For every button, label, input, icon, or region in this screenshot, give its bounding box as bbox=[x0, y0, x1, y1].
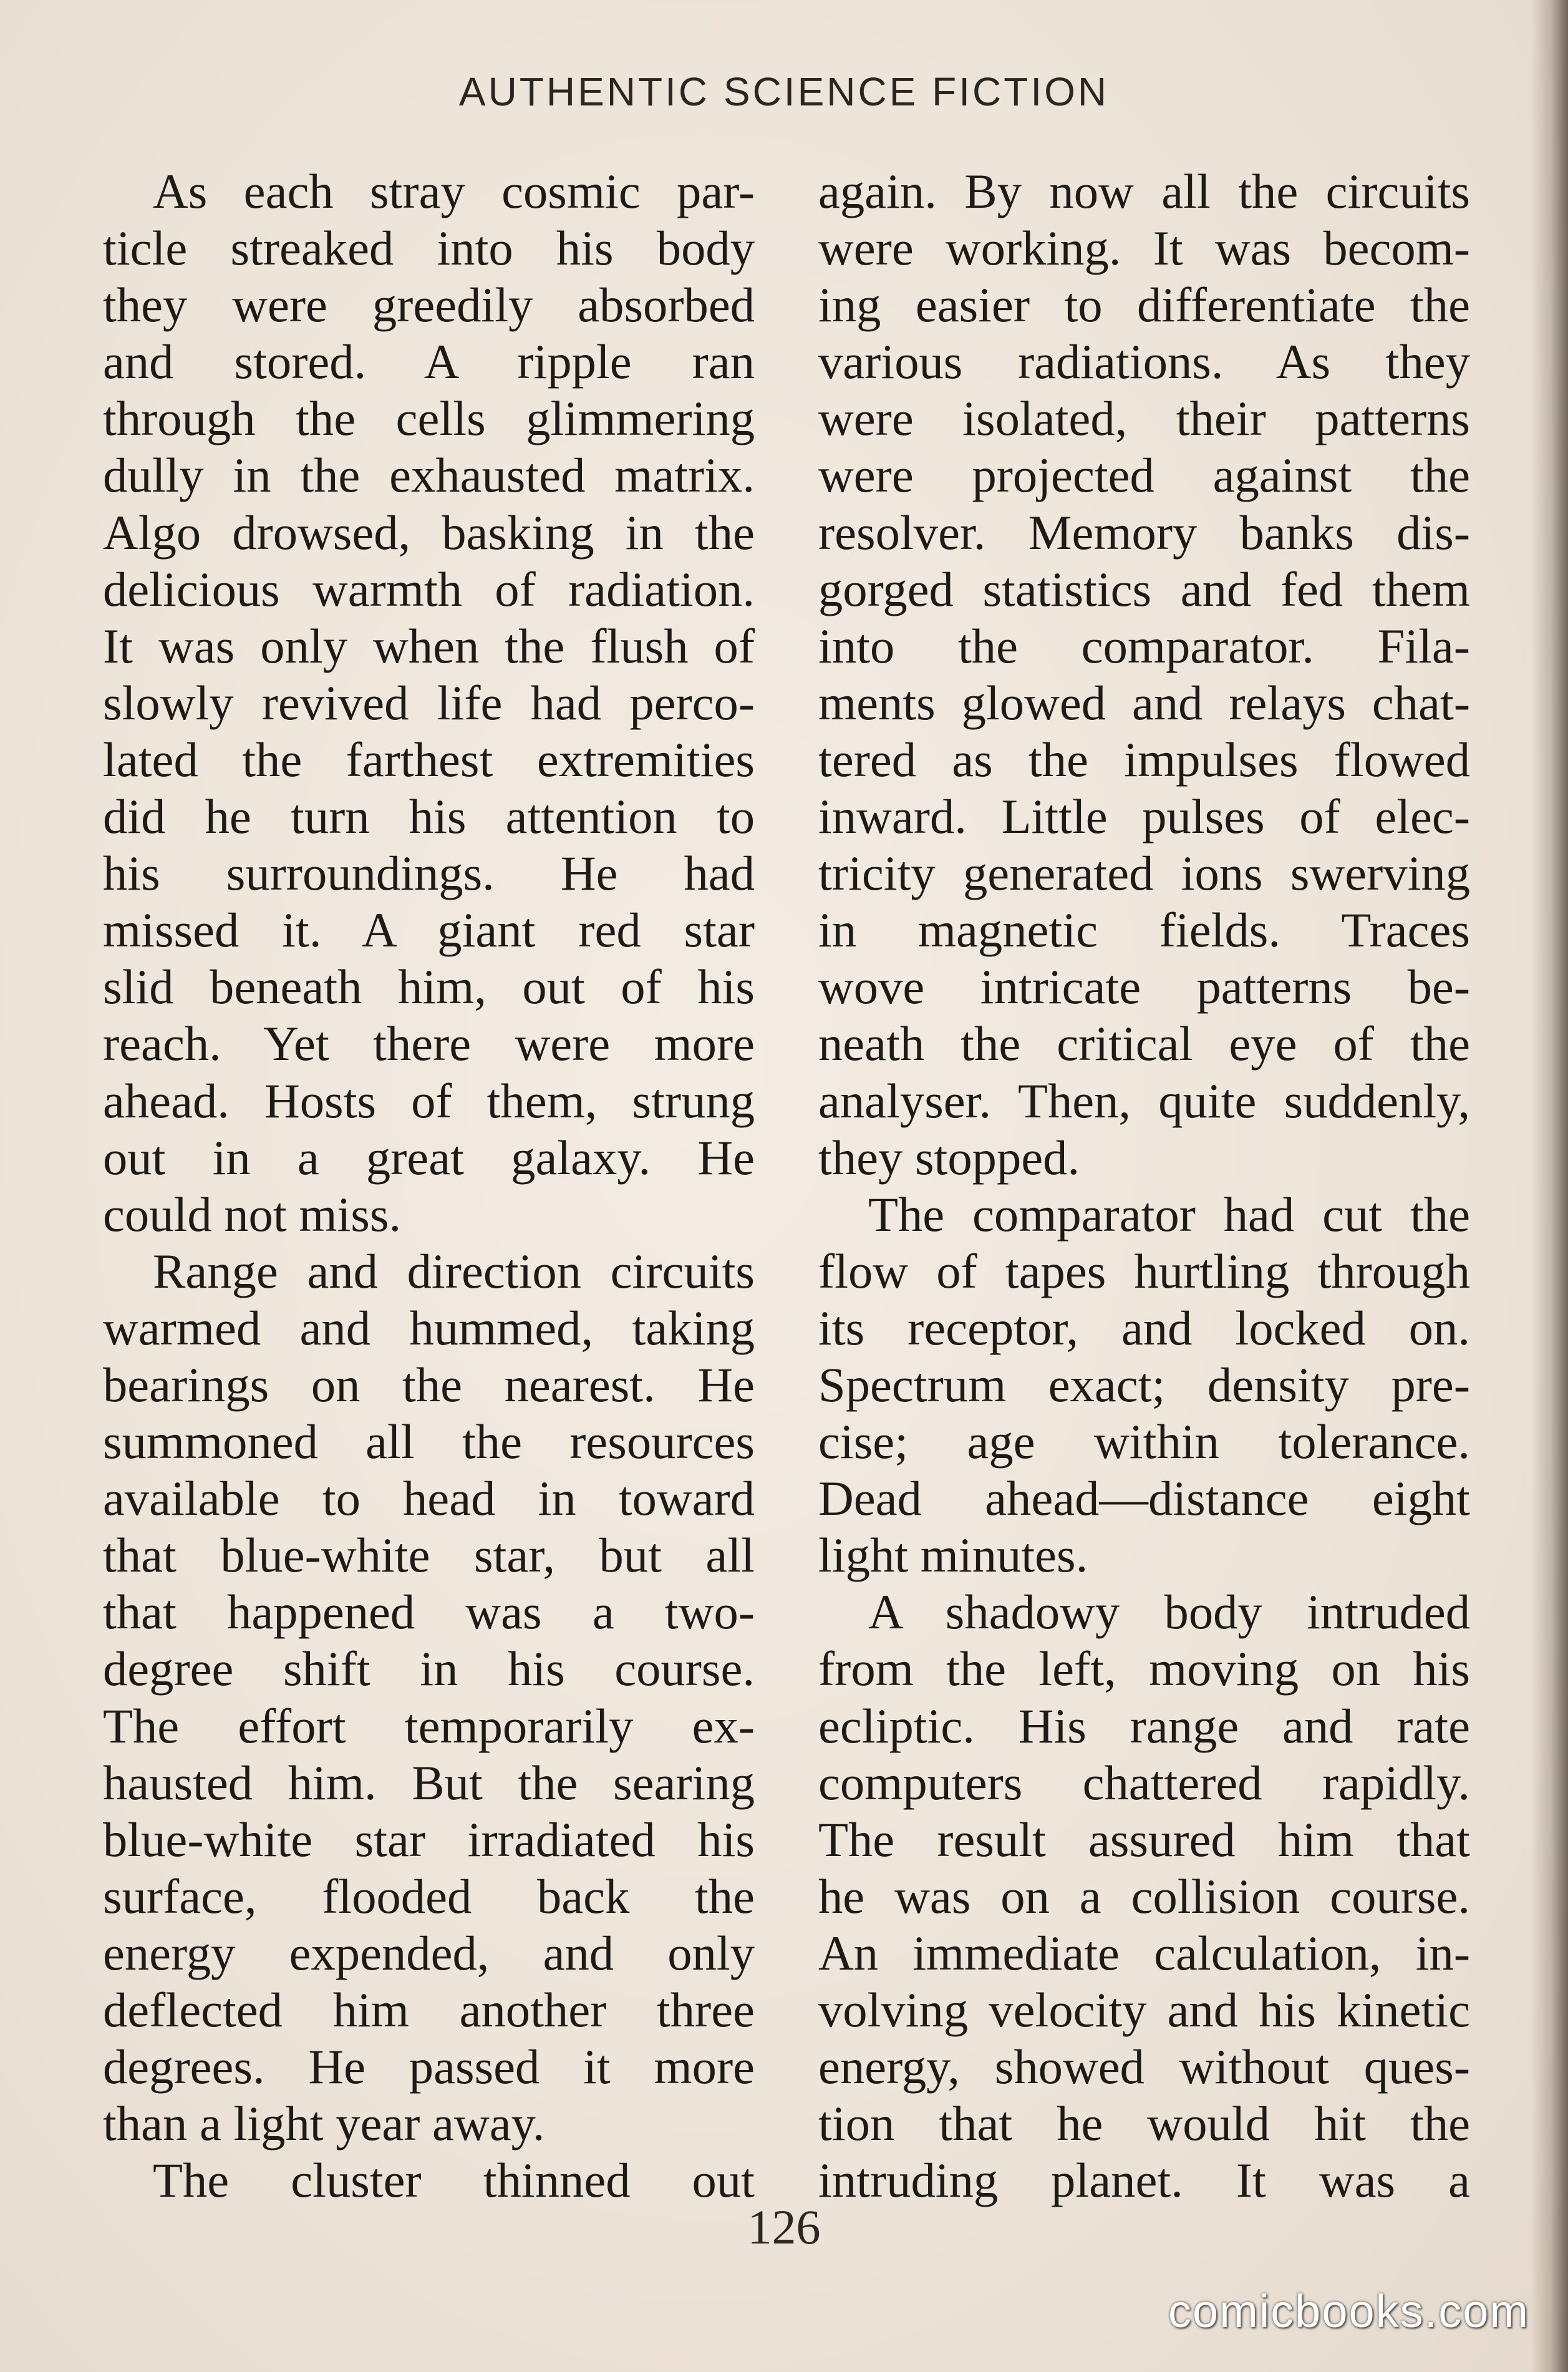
text-line: could not miss. bbox=[103, 1187, 402, 1242]
spine-shadow bbox=[1531, 0, 1568, 2372]
text-line: intruding planet. It was a bbox=[818, 2154, 1470, 2209]
text-line: again. By now all the circuits bbox=[818, 165, 1470, 219]
text-line: summoned all the resources bbox=[103, 1415, 755, 1470]
text-line: cise; age within tolerance. bbox=[818, 1415, 1470, 1470]
text-line: bearings on the nearest. He bbox=[103, 1358, 755, 1412]
text-line: tered as the impulses flowed bbox=[818, 732, 1470, 787]
text-line: lated the farthest extremities bbox=[103, 732, 755, 787]
text-line: ing easier to differentiate the bbox=[818, 278, 1470, 333]
text-line: its receptor, and locked on. bbox=[818, 1301, 1470, 1356]
text-line: tion that he would hit the bbox=[818, 2097, 1470, 2152]
text-line: deflected him another three bbox=[103, 1983, 755, 2038]
text-line: than a light year away. bbox=[103, 2097, 545, 2152]
text-line: through the cells glimmering bbox=[103, 392, 755, 447]
text-line: did he turn his attention to bbox=[103, 790, 755, 845]
text-line: neath the critical eye of the bbox=[818, 1017, 1470, 1072]
text-line: flow of tapes hurtling through bbox=[818, 1244, 1470, 1299]
text-line: they were greedily absorbed bbox=[103, 278, 755, 333]
text-line: An immediate calculation, in- bbox=[818, 1926, 1470, 1981]
text-line: The cluster thinned out bbox=[153, 2154, 755, 2209]
text-line: A shadowy body intruded bbox=[868, 1585, 1470, 1640]
text-line: gorged statistics and fed them bbox=[818, 562, 1470, 617]
text-line: light minutes. bbox=[818, 1529, 1088, 1583]
page-number: 126 bbox=[747, 2200, 821, 2254]
text-line: ticle streaked into his body bbox=[103, 221, 755, 276]
text-line: Dead ahead—distance eight bbox=[818, 1472, 1470, 1527]
text-line: his surroundings. He had bbox=[103, 847, 755, 902]
text-line: wove intricate patterns be- bbox=[818, 960, 1470, 1015]
text-line: that blue-white star, but all bbox=[103, 1529, 755, 1583]
text-line: were projected against the bbox=[818, 449, 1470, 503]
text-line: blue-white star irradiated his bbox=[103, 1812, 755, 1867]
text-line: analyser. Then, quite suddenly, bbox=[818, 1074, 1470, 1129]
text-line: reach. Yet there were more bbox=[103, 1017, 755, 1072]
text-line: tricity generated ions swerving bbox=[818, 847, 1470, 902]
text-line: missed it. A giant red star bbox=[103, 903, 755, 958]
text-line: computers chattered rapidly. bbox=[818, 1756, 1470, 1811]
text-line: resolver. Memory banks dis- bbox=[818, 505, 1470, 560]
left-column bbox=[103, 163, 755, 2209]
text-line: energy expended, and only bbox=[103, 1926, 755, 1981]
text-line: energy, showed without ques- bbox=[818, 2040, 1470, 2095]
text-line: were working. It was becom- bbox=[818, 221, 1470, 276]
text-line: inward. Little pulses of elec- bbox=[818, 790, 1470, 845]
text-line: volving velocity and his kinetic bbox=[818, 1983, 1470, 2038]
text-line: warmed and hummed, taking bbox=[103, 1301, 755, 1356]
text-line: in magnetic fields. Traces bbox=[818, 903, 1470, 958]
running-head: AUTHENTIC SCIENCE FICTION bbox=[458, 69, 1110, 114]
text-line: It was only when the flush of bbox=[103, 619, 755, 674]
text-line: As each stray cosmic par- bbox=[153, 165, 755, 219]
text-line: ahead. Hosts of them, strung bbox=[103, 1074, 755, 1129]
text-line: ecliptic. His range and rate bbox=[818, 1699, 1470, 1754]
text-line: were isolated, their patterns bbox=[818, 392, 1470, 447]
right-column bbox=[818, 163, 1470, 2209]
text-line: from the left, moving on his bbox=[818, 1642, 1470, 1697]
text-line: various radiations. As they bbox=[818, 335, 1470, 390]
text-line: into the comparator. Fila- bbox=[818, 619, 1470, 674]
text-line: that happened was a two- bbox=[103, 1585, 755, 1640]
text-line: Range and direction circuits bbox=[153, 1244, 755, 1299]
text-line: delicious warmth of radiation. bbox=[103, 562, 755, 617]
text-line: ments glowed and relays chat- bbox=[818, 676, 1470, 731]
text-line: and stored. A ripple ran bbox=[103, 335, 755, 390]
text-line: dully in the exhausted matrix. bbox=[103, 449, 755, 503]
text-line: The effort temporarily ex- bbox=[103, 1699, 755, 1754]
text-line: slowly revived life had perco- bbox=[103, 676, 755, 731]
text-line: they stopped. bbox=[818, 1130, 1080, 1185]
text-line: slid beneath him, out of his bbox=[103, 960, 755, 1015]
text-line: surface, flooded back the bbox=[103, 1869, 755, 1924]
text-line: available to head in toward bbox=[103, 1472, 755, 1527]
text-line: hausted him. But the searing bbox=[103, 1756, 755, 1811]
text-line: The comparator had cut the bbox=[868, 1187, 1470, 1242]
text-line: The result assured him that bbox=[818, 1812, 1470, 1867]
text-line: Spectrum exact; density pre- bbox=[818, 1358, 1470, 1412]
watermark: comicbooks.com bbox=[1168, 2285, 1529, 2337]
text-line: out in a great galaxy. He bbox=[103, 1130, 755, 1185]
text-line: degrees. He passed it more bbox=[103, 2040, 755, 2095]
text-line: he was on a collision course. bbox=[818, 1869, 1470, 1924]
text-line: Algo drowsed, basking in the bbox=[103, 505, 755, 560]
text-line: degree shift in his course. bbox=[103, 1642, 755, 1697]
